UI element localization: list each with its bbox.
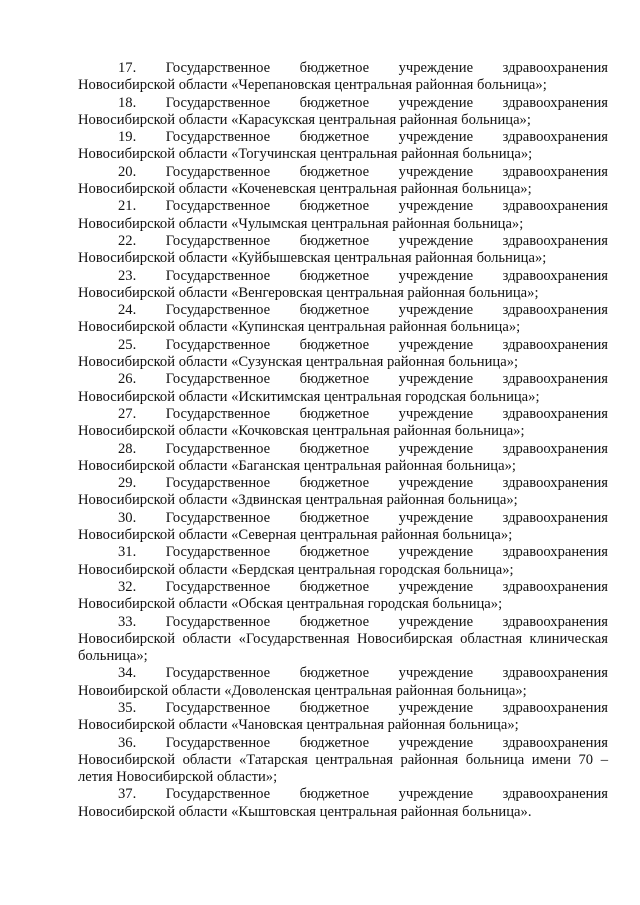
list-item-text: Новосибирской области «Искитимская центральная городская больница»; bbox=[78, 388, 540, 405]
list-item-number: 18. bbox=[118, 94, 137, 111]
list-item-number: 22. bbox=[118, 232, 137, 249]
list-item-lead: Государственное бюджетное учреждение здравоохранения bbox=[165, 440, 608, 457]
list-item bbox=[78, 735, 608, 787]
list-item-first-line bbox=[78, 198, 608, 215]
list-item-text: Новосибирской области «Бердская центральная городская больница»; bbox=[78, 561, 514, 578]
list-item-first-line bbox=[78, 268, 608, 285]
list-item-first-line bbox=[78, 700, 608, 717]
list-item-text: Новосибирской области «Баганская центральная районная больница»; bbox=[78, 457, 516, 474]
list-item bbox=[78, 700, 608, 735]
list-item-lead: Государственное бюджетное учреждение здравоохранения bbox=[165, 544, 608, 561]
list-item-text: Новосибирской области «Тогучинская центральная районная больница»; bbox=[78, 146, 533, 163]
list-item-text: Новосибирской области «Карасукская центральная районная больница»; bbox=[78, 111, 531, 128]
list-item bbox=[78, 268, 608, 303]
list-item-lead: Государственное бюджетное учреждение здравоохранения bbox=[165, 475, 608, 492]
list-item-lead: Государственное бюджетное учреждение здравоохранения bbox=[165, 60, 608, 76]
list-item-lead: Государственное бюджетное учреждение здравоохранения bbox=[165, 786, 608, 803]
list-item-first-line bbox=[78, 475, 608, 492]
list-item-first-line bbox=[78, 544, 608, 561]
list-item-number: 33. bbox=[118, 613, 137, 630]
list-item-lead: Государственное бюджетное учреждение здравоохранения bbox=[165, 405, 608, 422]
list-item-number: 34. bbox=[118, 665, 137, 682]
list-item-lead: Государственное бюджетное учреждение здравоохранения bbox=[165, 267, 608, 284]
list-item bbox=[78, 371, 608, 406]
list-item-text: Новосибирской области «Черепановская центральная районная больница»; bbox=[78, 77, 547, 94]
document-page bbox=[78, 60, 608, 821]
list-item-number: 30. bbox=[118, 509, 137, 526]
list-item-lead: Государственное бюджетное учреждение здравоохранения bbox=[165, 336, 608, 353]
list-item-lead: Государственное бюджетное учреждение здравоохранения bbox=[165, 198, 608, 215]
list-item-first-line bbox=[78, 164, 608, 181]
list-item bbox=[78, 198, 608, 233]
list-item-number: 21. bbox=[118, 198, 137, 215]
list-item-text: Новосибирской области «Чулымская центральная районная больница»; bbox=[78, 215, 524, 232]
list-item bbox=[78, 60, 608, 95]
list-item bbox=[78, 164, 608, 199]
list-item-first-line bbox=[78, 735, 608, 752]
list-item-lead: Государственное бюджетное учреждение здравоохранения bbox=[165, 699, 608, 716]
list-item-text: Новосибирской области «Венгеровская центральная районная больница»; bbox=[78, 284, 539, 301]
list-item bbox=[78, 95, 608, 130]
list-item-first-line bbox=[78, 579, 608, 596]
list-item-lead: Государственное бюджетное учреждение здравоохранения bbox=[165, 163, 608, 180]
list-item-text: Новосибирской области «Коченевская центральная районная больница»; bbox=[78, 181, 532, 198]
list-item-lead: Государственное бюджетное учреждение здравоохранения bbox=[165, 665, 608, 682]
list-item-first-line bbox=[78, 614, 608, 631]
list-item-text: Новосибирской области «Здвинская центральная районная больница»; bbox=[78, 492, 518, 509]
list-item-text: Новосибирской области «Государственная Новосибирская областная клиническая больница»; bbox=[78, 630, 608, 665]
list-item-text: Новосибирской области «Северная центральная районная больница»; bbox=[78, 527, 513, 544]
list-item bbox=[78, 233, 608, 268]
list-item-number: 37. bbox=[118, 786, 137, 803]
list-item-first-line bbox=[78, 510, 608, 527]
list-item-first-line bbox=[78, 441, 608, 458]
list-item-first-line bbox=[78, 129, 608, 146]
list-item-number: 24. bbox=[118, 302, 137, 319]
list-item bbox=[78, 406, 608, 441]
list-item-lead: Государственное бюджетное учреждение здравоохранения bbox=[165, 613, 608, 630]
list-item-number: 23. bbox=[118, 267, 137, 284]
list-item bbox=[78, 614, 608, 666]
institution-list bbox=[78, 60, 608, 821]
list-item-text: Новосибирской области «Купинская центральная районная больница»; bbox=[78, 319, 521, 336]
list-item-lead: Государственное бюджетное учреждение здравоохранения bbox=[165, 509, 608, 526]
list-item-text: Новосибирской области «Чановская центральная районная больница»; bbox=[78, 717, 519, 734]
list-item-number: 27. bbox=[118, 405, 137, 422]
list-item bbox=[78, 302, 608, 337]
list-item-lead: Государственное бюджетное учреждение здравоохранения bbox=[165, 302, 608, 319]
list-item-lead: Государственное бюджетное учреждение здравоохранения bbox=[165, 94, 608, 111]
list-item-number: 20. bbox=[118, 163, 137, 180]
list-item-first-line bbox=[78, 302, 608, 319]
list-item-text: Новоибирской области «Доволенская центральная районная больница»; bbox=[78, 682, 527, 699]
list-item-text: Новосибирской области «Обская центральная городская больница»; bbox=[78, 596, 503, 613]
list-item-lead: Государственное бюджетное учреждение здравоохранения bbox=[165, 371, 608, 388]
list-item bbox=[78, 129, 608, 164]
list-item-text: Новосибирской области «Сузунская центральная районная больница»; bbox=[78, 354, 519, 371]
list-item-first-line bbox=[78, 665, 608, 682]
list-item-text: Новосибирской области «Куйбышевская центральная районная больница»; bbox=[78, 250, 547, 267]
list-item-text: Новосибирской области «Кочковская центральная районная больница»; bbox=[78, 423, 525, 440]
list-item bbox=[78, 441, 608, 476]
list-item-lead: Государственное бюджетное учреждение здравоохранения bbox=[165, 578, 608, 595]
list-item-text: Новосибирской области «Татарская центральная районная больница имени 70 – летия Новосибирской области»; bbox=[78, 751, 608, 786]
list-item-number: 28. bbox=[118, 440, 137, 457]
list-item-first-line bbox=[78, 371, 608, 388]
list-item-text: Новосибирской области «Кыштовская центральная районная больница». bbox=[78, 803, 532, 820]
list-item-first-line bbox=[78, 406, 608, 423]
list-item-first-line bbox=[78, 233, 608, 250]
list-item-number: 25. bbox=[118, 336, 137, 353]
list-item-number: 35. bbox=[118, 699, 137, 716]
list-item-number: 31. bbox=[118, 544, 137, 561]
list-item bbox=[78, 337, 608, 372]
list-item-lead: Государственное бюджетное учреждение здравоохранения bbox=[165, 232, 608, 249]
list-item-first-line bbox=[78, 337, 608, 354]
list-item bbox=[78, 475, 608, 510]
list-item-number: 19. bbox=[118, 129, 137, 146]
list-item-first-line bbox=[78, 95, 608, 112]
list-item-number: 29. bbox=[118, 475, 137, 492]
list-item-lead: Государственное бюджетное учреждение здравоохранения bbox=[165, 734, 608, 751]
list-item bbox=[78, 544, 608, 579]
list-item-number: 26. bbox=[118, 371, 137, 388]
list-item bbox=[78, 786, 608, 821]
list-item-number: 32. bbox=[118, 578, 137, 595]
list-item-number: 17. bbox=[118, 60, 137, 76]
list-item-lead: Государственное бюджетное учреждение здравоохранения bbox=[165, 129, 608, 146]
list-item bbox=[78, 665, 608, 700]
list-item-first-line bbox=[78, 786, 608, 803]
list-item-first-line bbox=[78, 60, 608, 77]
list-item bbox=[78, 510, 608, 545]
list-item-number: 36. bbox=[118, 734, 137, 751]
list-item bbox=[78, 579, 608, 614]
